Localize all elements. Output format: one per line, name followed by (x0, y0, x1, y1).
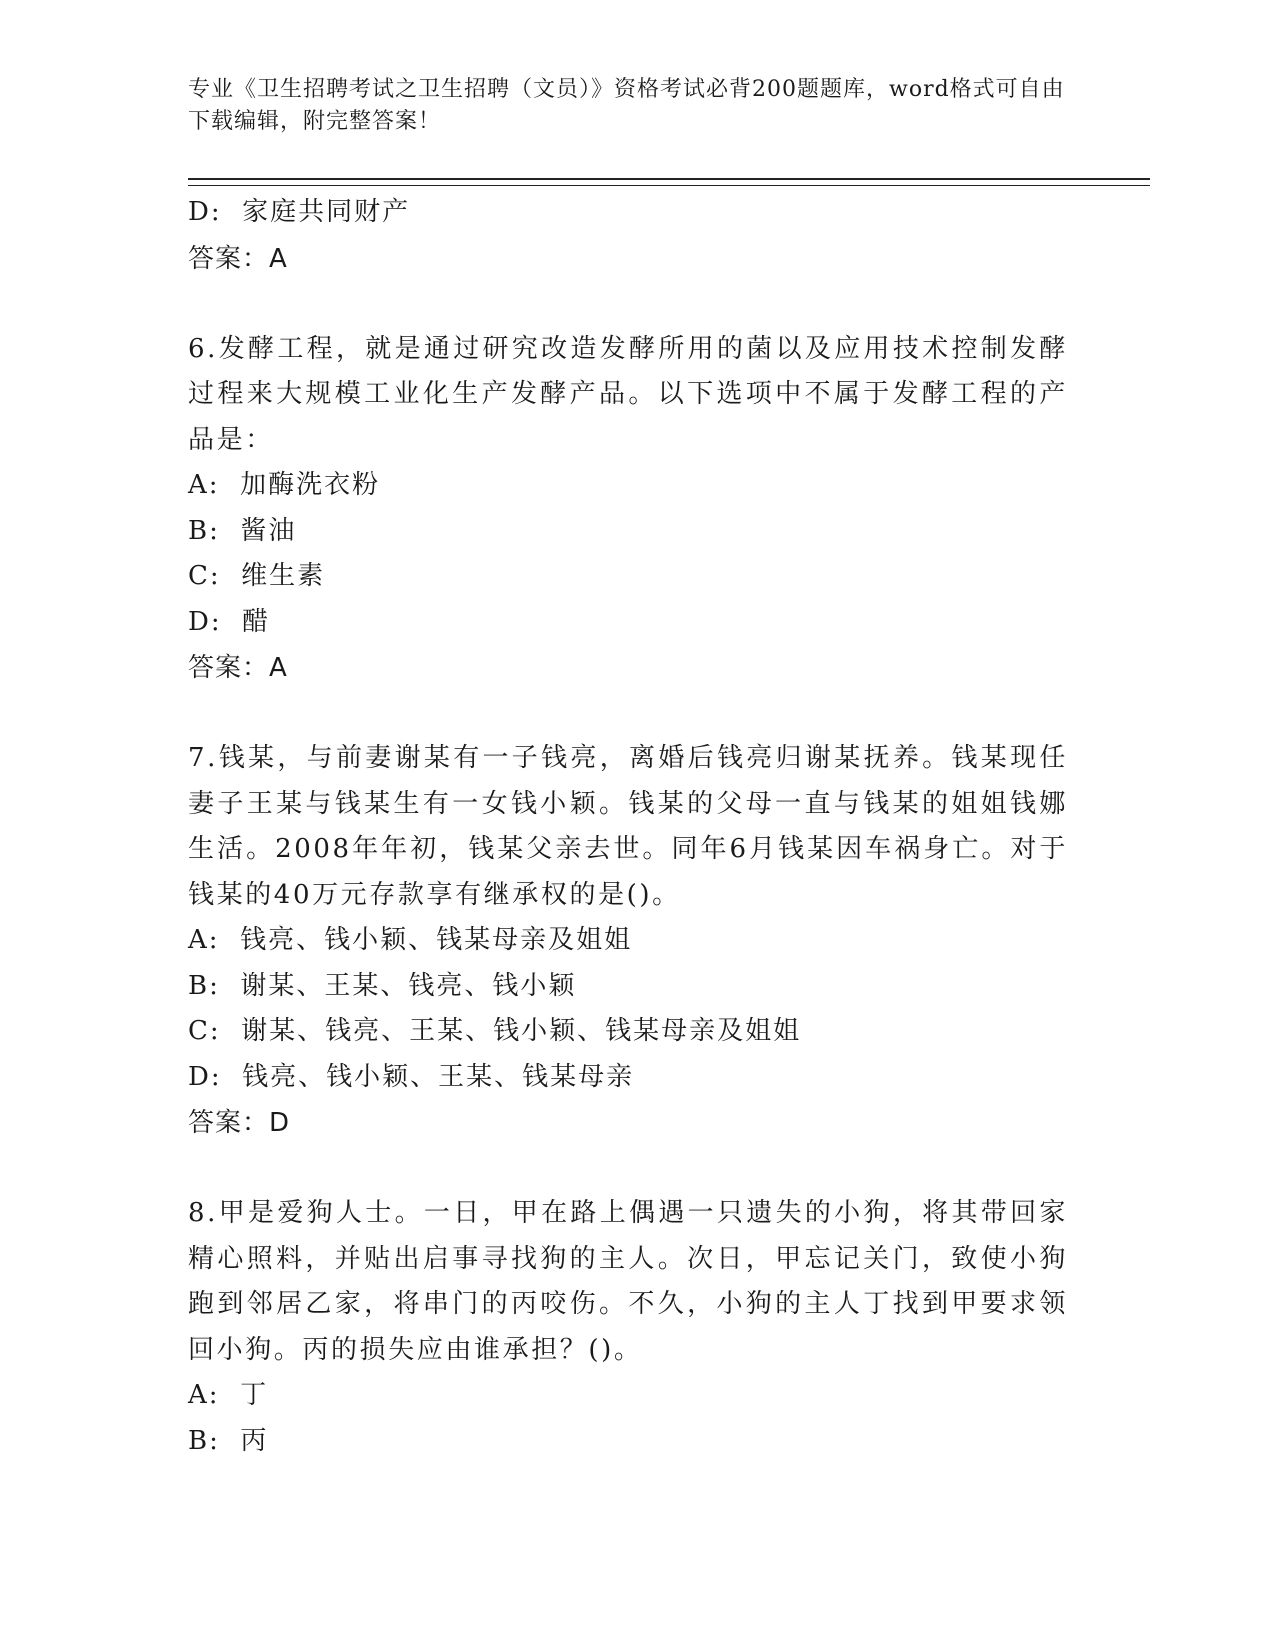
option-a: A: 钱亮、钱小颖、钱某母亲及姐姐 (188, 925, 633, 955)
option-d: D: 钱亮、钱小颖、王某、钱某母亲 (188, 1061, 635, 1092)
question-block-8 (188, 1191, 1068, 1464)
spacer (188, 691, 1068, 736)
header-divider (188, 178, 1150, 186)
answer-line: 答案：D (188, 1108, 291, 1138)
question-text: 7.钱某，与前妻谢某有一子钱亮，离婚后钱亮归谢某抚养。钱某现任妻子王某与钱某生有一女钱小颖。钱某的父母一直与钱某的姐姐钱娜生活。2008年年初，钱某父亲去世。同年6月钱某因车祸身亡。对于钱某的40万元存款享有继承权的是()。 (188, 743, 1068, 910)
option-d: D: 家庭共同财产 (188, 197, 411, 227)
option-b: B: 酱油 (188, 515, 297, 546)
option-a: A: 丁 (188, 1380, 269, 1410)
option-c: C: 维生素 (188, 561, 326, 591)
answer-line: 答案：A (188, 243, 288, 274)
spacer (188, 1146, 1068, 1191)
question-block-6 (188, 327, 1068, 692)
option-d: D: 醋 (188, 606, 271, 637)
header-title: 专业《卫生招聘考试之卫生招聘（文员）》资格考试必背200题题库，word格式可自由下载编辑，附完整答案！ (188, 77, 1065, 134)
option-b: B: 丙 (188, 1425, 269, 1456)
answer-line: 答案：A (188, 653, 288, 683)
question-block-5 (188, 190, 1068, 282)
option-c: C: 谢某、钱亮、王某、钱小颖、钱某母亲及姐姐 (188, 1016, 802, 1046)
option-b: B: 谢某、王某、钱亮、钱小颖 (188, 970, 577, 1001)
question-block-7 (188, 736, 1068, 1146)
document-header (188, 74, 1068, 138)
question-text: 8.甲是爱狗人士。一日，甲在路上偶遇一只遗失的小狗，将其带回家精心照料，并贴出启事寻找狗的主人。次日，甲忘记关门，致使小狗跑到邻居乙家，将串门的丙咬伤。不久，小狗的主人丁找到甲要求领回小狗。丙的损失应由谁承担？()。 (188, 1198, 1068, 1365)
question-text: 6.发酵工程，就是通过研究改造发酵所用的菌以及应用技术控制发酵过程来大规模工业化生产发酵产品。以下选项中不属于发酵工程的产品是： (188, 333, 1068, 455)
question-list (188, 190, 1068, 1464)
option-a: A: 加酶洗衣粉 (188, 470, 381, 500)
spacer (188, 282, 1068, 327)
